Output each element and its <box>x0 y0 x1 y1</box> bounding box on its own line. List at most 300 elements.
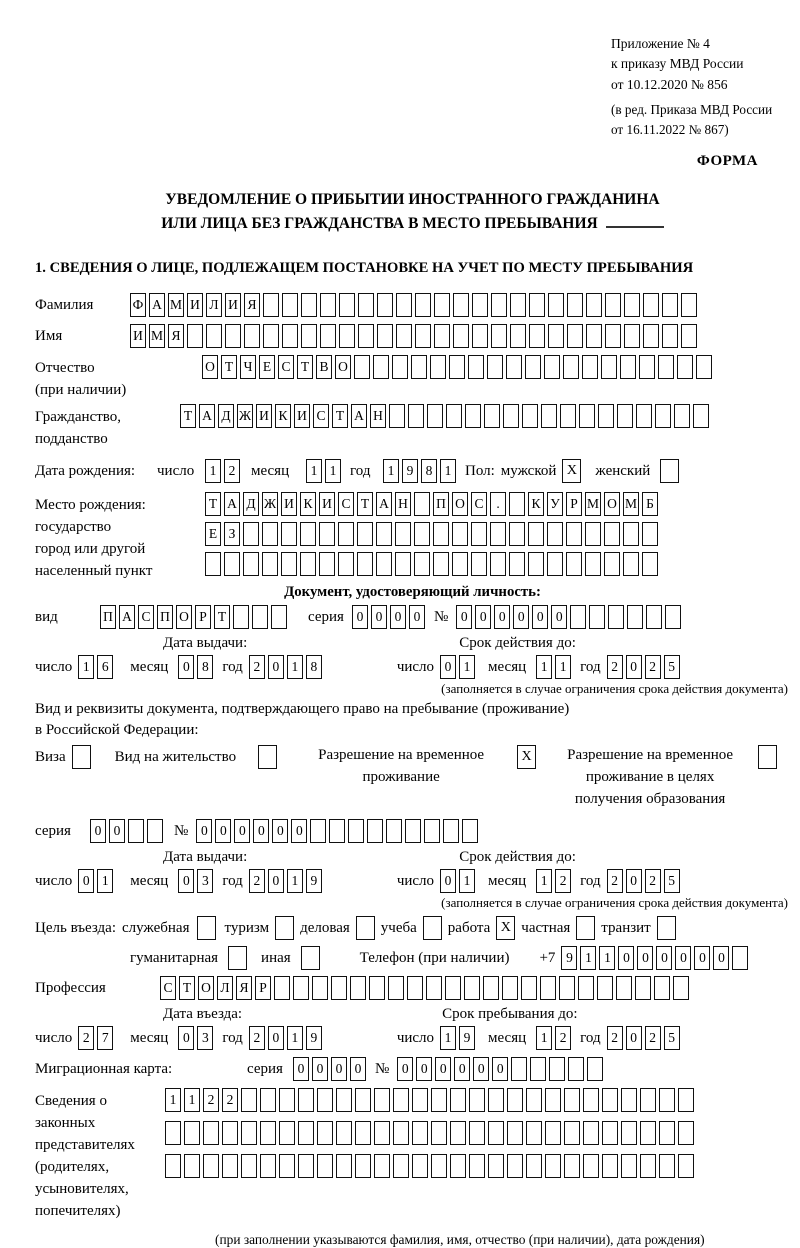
char-box[interactable] <box>339 293 355 317</box>
char-box[interactable] <box>396 324 412 348</box>
char-box[interactable]: 3 <box>197 1026 213 1050</box>
char-box[interactable] <box>233 605 249 629</box>
char-box[interactable] <box>453 324 469 348</box>
char-box[interactable] <box>443 819 459 843</box>
char-box[interactable] <box>673 976 689 1000</box>
char-box[interactable] <box>300 552 316 576</box>
char-box[interactable]: 2 <box>203 1088 219 1112</box>
char-box[interactable] <box>282 324 298 348</box>
char-box[interactable] <box>583 1121 599 1145</box>
char-box[interactable] <box>559 976 575 1000</box>
char-box[interactable] <box>300 522 316 546</box>
char-box[interactable] <box>640 1088 656 1112</box>
char-box[interactable]: 0 <box>626 1026 642 1050</box>
char-box[interactable]: 0 <box>675 946 691 970</box>
char-box[interactable] <box>262 552 278 576</box>
char-box[interactable] <box>317 1088 333 1112</box>
char-box[interactable] <box>585 552 601 576</box>
char-box[interactable] <box>393 1154 409 1178</box>
char-box[interactable]: Ф <box>130 293 146 317</box>
char-box[interactable] <box>693 404 709 428</box>
char-box[interactable] <box>507 1121 523 1145</box>
char-box[interactable]: 1 <box>459 655 475 679</box>
char-box[interactable]: П <box>433 492 449 516</box>
char-box[interactable]: 0 <box>494 605 510 629</box>
purpose-private-checkbox[interactable] <box>576 916 595 940</box>
char-box[interactable]: 0 <box>694 946 710 970</box>
char-box[interactable]: Л <box>217 976 233 1000</box>
char-box[interactable] <box>319 522 335 546</box>
char-box[interactable] <box>446 404 462 428</box>
char-box[interactable]: 0 <box>78 869 94 893</box>
char-box[interactable]: 0 <box>626 869 642 893</box>
char-box[interactable]: 0 <box>291 819 307 843</box>
char-box[interactable]: 0 <box>532 605 548 629</box>
char-box[interactable] <box>526 1088 542 1112</box>
char-box[interactable] <box>348 819 364 843</box>
char-box[interactable]: 0 <box>397 1057 413 1081</box>
char-box[interactable]: Я <box>244 293 260 317</box>
char-box[interactable] <box>433 552 449 576</box>
char-box[interactable]: 5 <box>664 655 680 679</box>
char-box[interactable] <box>452 552 468 576</box>
char-box[interactable] <box>377 293 393 317</box>
char-box[interactable] <box>696 355 712 379</box>
char-box[interactable] <box>545 1154 561 1178</box>
char-box[interactable] <box>568 1057 584 1081</box>
char-box[interactable] <box>617 404 633 428</box>
char-box[interactable]: 0 <box>440 655 456 679</box>
char-box[interactable]: 0 <box>492 1057 508 1081</box>
char-box[interactable] <box>434 293 450 317</box>
char-box[interactable] <box>659 1154 675 1178</box>
char-box[interactable] <box>665 605 681 629</box>
purpose-business-checkbox[interactable] <box>356 916 375 940</box>
char-box[interactable] <box>525 355 541 379</box>
char-box[interactable]: 0 <box>409 605 425 629</box>
char-box[interactable] <box>407 976 423 1000</box>
char-box[interactable]: О <box>335 355 351 379</box>
purpose-other-checkbox[interactable] <box>301 946 320 970</box>
char-box[interactable] <box>369 976 385 1000</box>
char-box[interactable]: С <box>471 492 487 516</box>
char-box[interactable]: Б <box>642 492 658 516</box>
char-box[interactable] <box>203 1154 219 1178</box>
char-box[interactable] <box>301 324 317 348</box>
temp-residence-checkbox[interactable]: X <box>517 745 536 769</box>
char-box[interactable]: 5 <box>664 1026 680 1050</box>
char-box[interactable] <box>484 404 500 428</box>
char-box[interactable]: Т <box>180 404 196 428</box>
char-box[interactable]: И <box>225 293 241 317</box>
char-box[interactable] <box>604 552 620 576</box>
char-box[interactable]: Н <box>370 404 386 428</box>
char-box[interactable] <box>540 976 556 1000</box>
char-box[interactable]: Д <box>218 404 234 428</box>
char-box[interactable] <box>320 324 336 348</box>
char-box[interactable] <box>605 324 621 348</box>
char-box[interactable] <box>222 1154 238 1178</box>
char-box[interactable] <box>662 293 678 317</box>
char-box[interactable]: 2 <box>249 869 265 893</box>
char-box[interactable] <box>510 324 526 348</box>
char-box[interactable] <box>320 293 336 317</box>
char-box[interactable]: И <box>319 492 335 516</box>
char-box[interactable] <box>564 1088 580 1112</box>
char-box[interactable]: 1 <box>599 946 615 970</box>
char-box[interactable]: 0 <box>272 819 288 843</box>
char-box[interactable] <box>462 819 478 843</box>
char-box[interactable]: С <box>278 355 294 379</box>
char-box[interactable]: 9 <box>459 1026 475 1050</box>
char-box[interactable]: 0 <box>196 819 212 843</box>
char-box[interactable] <box>491 293 507 317</box>
char-box[interactable] <box>374 1088 390 1112</box>
char-box[interactable] <box>678 1121 694 1145</box>
char-box[interactable] <box>388 976 404 1000</box>
char-box[interactable]: О <box>452 492 468 516</box>
char-box[interactable] <box>621 1154 637 1178</box>
char-box[interactable]: 2 <box>222 1088 238 1112</box>
char-box[interactable] <box>393 1088 409 1112</box>
char-box[interactable]: 0 <box>178 869 194 893</box>
char-box[interactable]: 1 <box>325 459 341 483</box>
char-box[interactable] <box>449 355 465 379</box>
char-box[interactable] <box>621 1121 637 1145</box>
char-box[interactable] <box>487 355 503 379</box>
char-box[interactable] <box>583 1154 599 1178</box>
char-box[interactable] <box>411 355 427 379</box>
char-box[interactable]: 0 <box>331 1057 347 1081</box>
char-box[interactable] <box>453 293 469 317</box>
char-box[interactable]: 1 <box>440 459 456 483</box>
char-box[interactable] <box>450 1121 466 1145</box>
char-box[interactable] <box>203 1121 219 1145</box>
char-box[interactable] <box>317 1121 333 1145</box>
char-box[interactable] <box>392 355 408 379</box>
char-box[interactable]: 0 <box>618 946 634 970</box>
char-box[interactable] <box>483 976 499 1000</box>
char-box[interactable]: 0 <box>475 605 491 629</box>
char-box[interactable] <box>336 1154 352 1178</box>
char-box[interactable]: 1 <box>536 1026 552 1050</box>
char-box[interactable]: 0 <box>371 605 387 629</box>
char-box[interactable]: А <box>149 293 165 317</box>
char-box[interactable] <box>339 324 355 348</box>
char-box[interactable] <box>374 1154 390 1178</box>
char-box[interactable] <box>522 404 538 428</box>
char-box[interactable]: 1 <box>536 869 552 893</box>
char-box[interactable]: 0 <box>626 655 642 679</box>
char-box[interactable] <box>312 976 328 1000</box>
char-box[interactable] <box>642 552 658 576</box>
char-box[interactable] <box>469 1154 485 1178</box>
char-box[interactable] <box>623 522 639 546</box>
char-box[interactable] <box>412 1121 428 1145</box>
char-box[interactable] <box>620 355 636 379</box>
char-box[interactable] <box>564 1121 580 1145</box>
char-box[interactable]: 1 <box>78 655 94 679</box>
char-box[interactable]: 8 <box>306 655 322 679</box>
char-box[interactable]: 2 <box>249 655 265 679</box>
char-box[interactable]: 1 <box>459 869 475 893</box>
char-box[interactable] <box>396 293 412 317</box>
char-box[interactable]: Я <box>236 976 252 1000</box>
char-box[interactable]: М <box>585 492 601 516</box>
char-box[interactable] <box>468 355 484 379</box>
char-box[interactable]: 0 <box>253 819 269 843</box>
char-box[interactable] <box>310 819 326 843</box>
char-box[interactable] <box>681 293 697 317</box>
char-box[interactable] <box>567 293 583 317</box>
char-box[interactable] <box>357 522 373 546</box>
char-box[interactable] <box>260 1088 276 1112</box>
char-box[interactable] <box>354 355 370 379</box>
char-box[interactable] <box>263 293 279 317</box>
char-box[interactable] <box>623 552 639 576</box>
char-box[interactable] <box>662 324 678 348</box>
char-box[interactable]: 2 <box>645 869 661 893</box>
char-box[interactable] <box>431 1154 447 1178</box>
char-box[interactable] <box>244 324 260 348</box>
char-box[interactable] <box>604 522 620 546</box>
purpose-humanitarian-checkbox[interactable] <box>228 946 247 970</box>
char-box[interactable]: 0 <box>637 946 653 970</box>
char-box[interactable] <box>376 522 392 546</box>
char-box[interactable]: С <box>338 492 354 516</box>
char-box[interactable] <box>464 976 480 1000</box>
char-box[interactable]: З <box>224 522 240 546</box>
char-box[interactable]: И <box>256 404 272 428</box>
char-box[interactable]: М <box>623 492 639 516</box>
char-box[interactable] <box>605 293 621 317</box>
char-box[interactable] <box>655 404 671 428</box>
char-box[interactable] <box>452 522 468 546</box>
char-box[interactable]: Д <box>243 492 259 516</box>
char-box[interactable] <box>563 355 579 379</box>
char-box[interactable]: И <box>294 404 310 428</box>
char-box[interactable] <box>317 1154 333 1178</box>
char-box[interactable] <box>488 1121 504 1145</box>
char-box[interactable] <box>241 1154 257 1178</box>
char-box[interactable]: И <box>281 492 297 516</box>
char-box[interactable] <box>547 522 563 546</box>
char-box[interactable]: 1 <box>184 1088 200 1112</box>
char-box[interactable] <box>579 404 595 428</box>
char-box[interactable] <box>472 324 488 348</box>
char-box[interactable] <box>636 404 652 428</box>
char-box[interactable] <box>587 1057 603 1081</box>
char-box[interactable] <box>279 1088 295 1112</box>
temp-residence-edu-checkbox[interactable] <box>758 745 777 769</box>
char-box[interactable]: П <box>100 605 116 629</box>
char-box[interactable] <box>279 1121 295 1145</box>
char-box[interactable]: 0 <box>178 1026 194 1050</box>
char-box[interactable]: 1 <box>440 1026 456 1050</box>
char-box[interactable] <box>329 819 345 843</box>
char-box[interactable]: 0 <box>312 1057 328 1081</box>
char-box[interactable] <box>544 355 560 379</box>
char-box[interactable] <box>502 976 518 1000</box>
char-box[interactable] <box>187 324 203 348</box>
char-box[interactable]: 3 <box>197 869 213 893</box>
char-box[interactable]: 9 <box>402 459 418 483</box>
char-box[interactable] <box>521 976 537 1000</box>
char-box[interactable] <box>408 404 424 428</box>
char-box[interactable]: 0 <box>178 655 194 679</box>
char-box[interactable]: 2 <box>607 869 623 893</box>
char-box[interactable] <box>586 324 602 348</box>
char-box[interactable]: 0 <box>390 605 406 629</box>
char-box[interactable] <box>301 293 317 317</box>
char-box[interactable] <box>431 1121 447 1145</box>
char-box[interactable]: О <box>176 605 192 629</box>
char-box[interactable] <box>640 1121 656 1145</box>
purpose-tourism-checkbox[interactable] <box>275 916 294 940</box>
char-box[interactable] <box>414 552 430 576</box>
char-box[interactable] <box>627 605 643 629</box>
char-box[interactable]: Т <box>332 404 348 428</box>
char-box[interactable] <box>616 976 632 1000</box>
char-box[interactable] <box>491 324 507 348</box>
char-box[interactable] <box>434 324 450 348</box>
char-box[interactable]: Р <box>195 605 211 629</box>
char-box[interactable] <box>509 552 525 576</box>
char-box[interactable]: Ж <box>237 404 253 428</box>
char-box[interactable]: К <box>528 492 544 516</box>
char-box[interactable] <box>241 1088 257 1112</box>
char-box[interactable] <box>545 1088 561 1112</box>
char-box[interactable] <box>640 1154 656 1178</box>
char-box[interactable] <box>393 1121 409 1145</box>
char-box[interactable]: А <box>119 605 135 629</box>
char-box[interactable] <box>639 355 655 379</box>
char-box[interactable]: М <box>149 324 165 348</box>
char-box[interactable]: 2 <box>607 1026 623 1050</box>
char-box[interactable] <box>549 1057 565 1081</box>
char-box[interactable] <box>260 1154 276 1178</box>
residence-permit-checkbox[interactable] <box>258 745 277 769</box>
char-box[interactable]: 1 <box>580 946 596 970</box>
char-box[interactable]: 2 <box>555 869 571 893</box>
char-box[interactable] <box>376 552 392 576</box>
char-box[interactable]: Ч <box>240 355 256 379</box>
char-box[interactable]: 0 <box>234 819 250 843</box>
char-box[interactable] <box>602 1088 618 1112</box>
char-box[interactable]: С <box>313 404 329 428</box>
char-box[interactable] <box>541 404 557 428</box>
char-box[interactable] <box>583 1088 599 1112</box>
char-box[interactable]: 0 <box>440 869 456 893</box>
char-box[interactable]: К <box>275 404 291 428</box>
char-box[interactable]: П <box>157 605 173 629</box>
char-box[interactable] <box>578 976 594 1000</box>
char-box[interactable]: 0 <box>713 946 729 970</box>
char-box[interactable] <box>659 1121 675 1145</box>
char-box[interactable] <box>530 1057 546 1081</box>
char-box[interactable]: 0 <box>268 655 284 679</box>
char-box[interactable] <box>465 404 481 428</box>
char-box[interactable] <box>430 355 446 379</box>
char-box[interactable] <box>509 492 525 516</box>
char-box[interactable] <box>338 552 354 576</box>
char-box[interactable]: 0 <box>513 605 529 629</box>
char-box[interactable]: 8 <box>421 459 437 483</box>
char-box[interactable]: 0 <box>268 1026 284 1050</box>
char-box[interactable] <box>488 1088 504 1112</box>
char-box[interactable] <box>528 552 544 576</box>
char-box[interactable]: В <box>316 355 332 379</box>
char-box[interactable] <box>509 522 525 546</box>
char-box[interactable] <box>598 404 614 428</box>
char-box[interactable] <box>507 1154 523 1178</box>
char-box[interactable] <box>165 1121 181 1145</box>
char-box[interactable] <box>414 522 430 546</box>
char-box[interactable]: 0 <box>90 819 106 843</box>
char-box[interactable] <box>677 355 693 379</box>
char-box[interactable] <box>450 1088 466 1112</box>
char-box[interactable]: 0 <box>350 1057 366 1081</box>
char-box[interactable] <box>241 1121 257 1145</box>
char-box[interactable]: М <box>168 293 184 317</box>
char-box[interactable] <box>358 293 374 317</box>
char-box[interactable] <box>589 605 605 629</box>
char-box[interactable] <box>548 324 564 348</box>
char-box[interactable]: 2 <box>645 1026 661 1050</box>
char-box[interactable] <box>374 1121 390 1145</box>
char-box[interactable] <box>602 1121 618 1145</box>
char-box[interactable]: Т <box>179 976 195 1000</box>
char-box[interactable]: Р <box>566 492 582 516</box>
char-box[interactable] <box>597 976 613 1000</box>
char-box[interactable] <box>526 1154 542 1178</box>
char-box[interactable] <box>405 819 421 843</box>
char-box[interactable]: 2 <box>555 1026 571 1050</box>
char-box[interactable] <box>678 1154 694 1178</box>
char-box[interactable] <box>472 293 488 317</box>
char-box[interactable]: С <box>138 605 154 629</box>
char-box[interactable] <box>621 1088 637 1112</box>
purpose-study-checkbox[interactable] <box>423 916 442 940</box>
char-box[interactable] <box>469 1121 485 1145</box>
char-box[interactable] <box>635 976 651 1000</box>
char-box[interactable] <box>643 324 659 348</box>
char-box[interactable]: Н <box>395 492 411 516</box>
char-box[interactable] <box>358 324 374 348</box>
char-box[interactable] <box>262 522 278 546</box>
char-box[interactable] <box>260 1121 276 1145</box>
char-box[interactable] <box>511 1057 527 1081</box>
char-box[interactable]: 1 <box>306 459 322 483</box>
char-box[interactable]: 0 <box>293 1057 309 1081</box>
char-box[interactable]: 1 <box>165 1088 181 1112</box>
char-box[interactable] <box>355 1154 371 1178</box>
char-box[interactable] <box>225 324 241 348</box>
char-box[interactable] <box>560 404 576 428</box>
char-box[interactable] <box>642 522 658 546</box>
char-box[interactable]: А <box>199 404 215 428</box>
char-box[interactable] <box>338 522 354 546</box>
char-box[interactable]: 5 <box>664 869 680 893</box>
char-box[interactable]: 1 <box>97 869 113 893</box>
char-box[interactable]: 2 <box>224 459 240 483</box>
char-box[interactable]: 0 <box>656 946 672 970</box>
char-box[interactable]: 9 <box>306 869 322 893</box>
char-box[interactable] <box>184 1154 200 1178</box>
char-box[interactable]: 0 <box>268 869 284 893</box>
char-box[interactable]: А <box>224 492 240 516</box>
char-box[interactable] <box>357 552 373 576</box>
